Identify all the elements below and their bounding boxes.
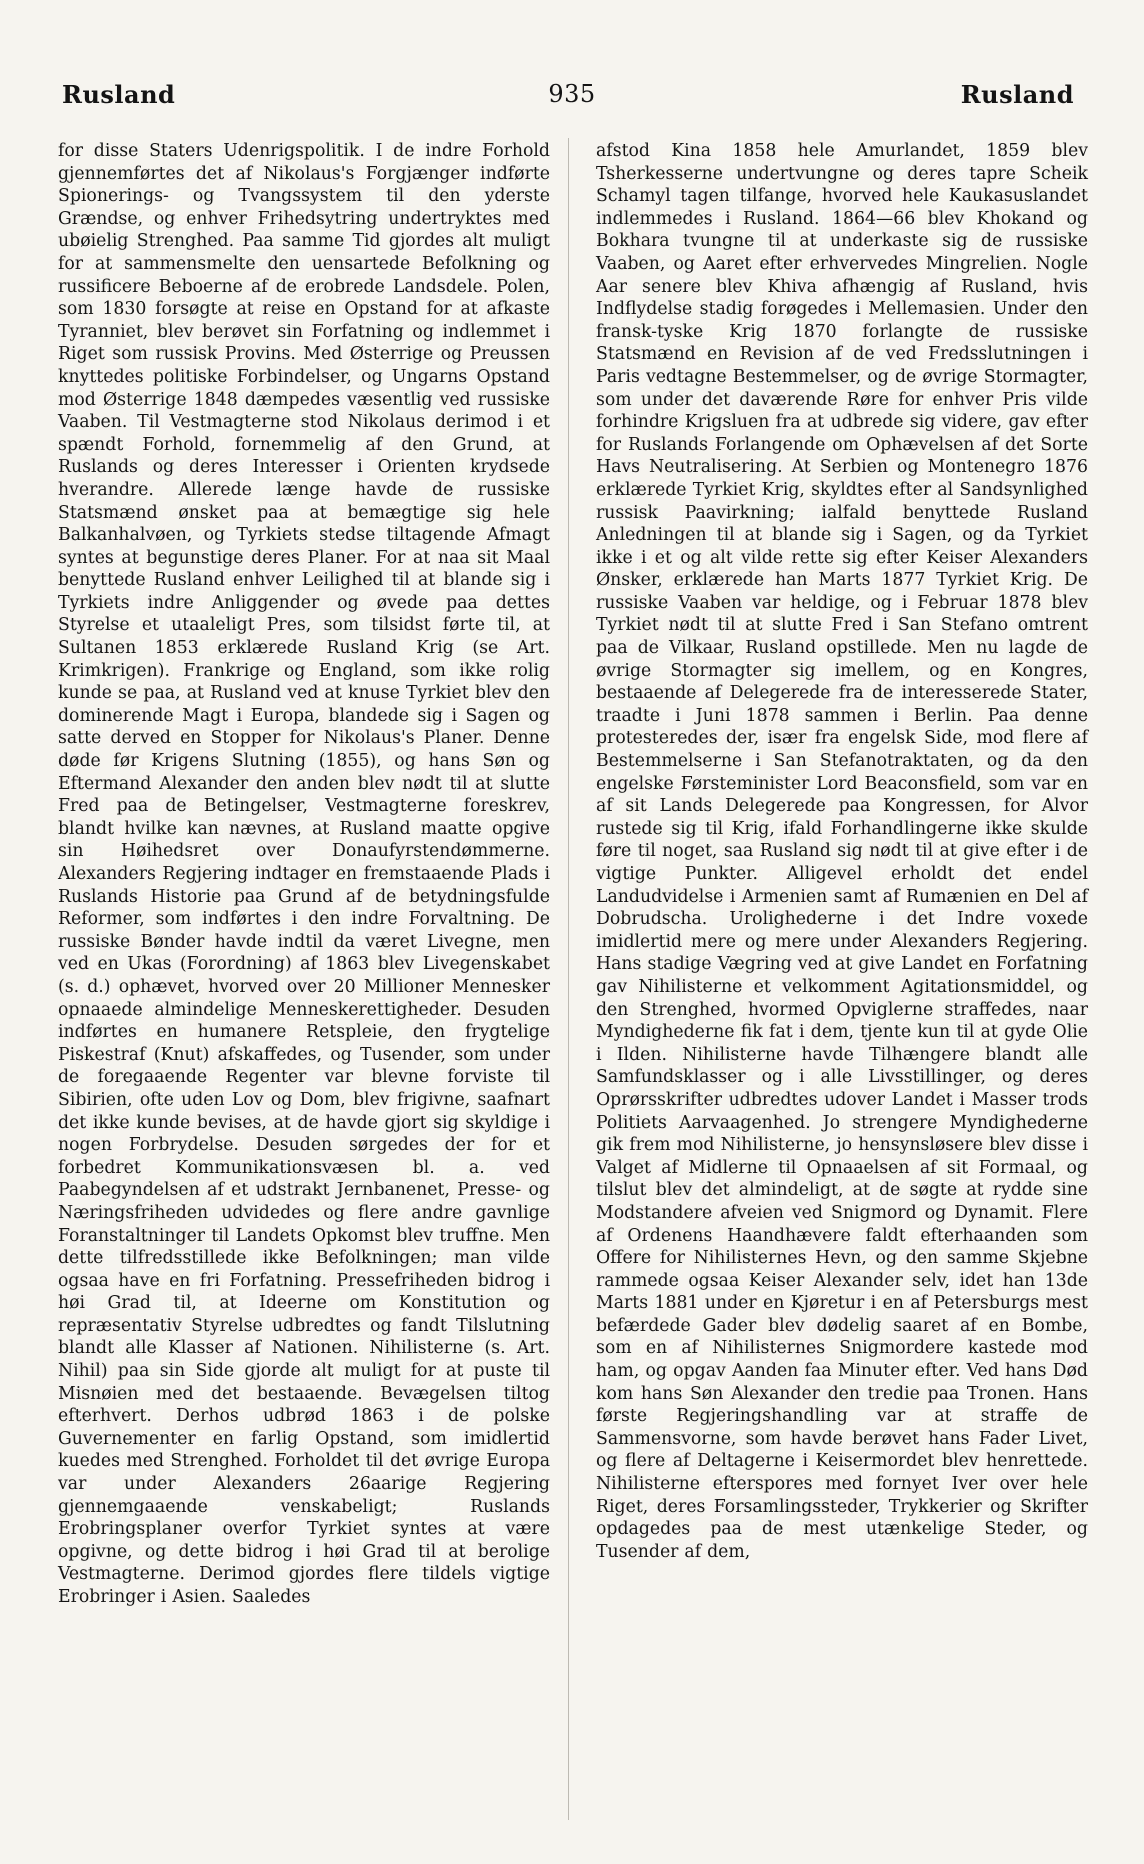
right-column xyxy=(588,140,1088,1820)
left-column-text: for disse Staters Udenrigspolitik. I de indre Forhold gjennemførtes det af Nikolaus's Forgjænger indførte Spionerings- og Tvangssystem til den yderste Grændse, og enhver Frihedsytring undertryktes med ubøielig Strenghed. Paa samme Tid gjordes alt muligt for at sammensmelte den uensartede Befolkning og russificere Beboerne af de erobrede Landsdele. Polen, som 1830 forsøgte at reise en Opstand for at afkaste Tyranniet, blev berøvet sin Forfatning og indlemmet i Riget som russisk Provins. Med Østerrige og Preussen knyttedes politiske Forbindelser, og Ungarns Opstand mod Østerrige 1848 dæmpedes væsentlig ved russiske Vaaben. Til Vestmagterne stod Nikolaus derimod i et spændt Forhold, fornemmelig af den Grund, at Ruslands og deres Interesser i Orienten krydsede hverandre. Allerede længe havde de russiske Statsmænd ønsket paa at bemægtige sig hele Balkanhalvøen, og Tyrkiets stedse tiltagende Afmagt syntes at begunstige deres Planer. For at naa sit Maal benyttede Rusland enhver Leilighed til at blande sig i Tyrkiets indre Anliggender og øvede paa dettes Styrelse et utaaleligt Pres, som tilsidst førte til, at Sultanen 1853 erklærede Rusland Krig (se Art. Krimkrigen). Frankrige og England, som ikke rolig kunde se paa, at Rusland ved at knuse Tyrkiet blev den dominerende Magt i Europa, blandede sig i Sagen og satte derved en Stopper for Nikolaus's Planer. Denne døde før Krigens Slutning (1855), og hans Søn og Eftermand Alexander den anden blev nødt til at slutte Fred paa de Betingelser, Vestmagterne foreskrev, blandt hvilke kan nævnes, at Rusland maatte opgive sin Høihedsret over Donaufyrstendømmerne. Alexanders Regjering indtager en fremstaaende Plads i Ruslands Historie paa Grund af de betydningsfulde Reformer, som indførtes i den indre Forvaltning. De russiske Bønder havde indtil da været Livegne, men ved en Ukas (Forordning) af 1863 blev Livegenskabet (s. d.) ophævet, hvorved over 20 Millioner Mennesker opnaaede almindelige Menneskerettigheder. Desuden indførtes en humanere Retspleie, den frygtelige Piskestraf (Knut) afskaffedes, og Tusender, som under de foregaaende Regenter var blevne forviste til Sibirien, ofte uden Lov og Dom, blev frigivne, saafnart det ikke kunde bevises, at de havde gjort sig skyldige i nogen Forbrydelse. Desuden sørgedes der for et forbedret Kommunikationsvæsen bl. a. ved Paabegyndelsen af et udstrakt Jernbanenet, Presse- og Næringsfriheden udvidedes og flere andre gavnlige Foranstaltninger til Landets Opkomst blev truffne. Men dette tilfredsstillede ikke Befolkningen; man vilde ogsaa have en fri Forfatning. Pressefriheden bidrog i høi Grad til, at Ideerne om Konstitution og repræsentativ Styrelse udbredtes og fandt Tilslutning blandt alle Klasser af Nationen. Nihilisterne (s. Art. Nihil) paa sin Side gjorde alt muligt for at puste til Misnøien med det bestaaende. Bevægelsen tiltog efterhvert. Derhos udbrød 1863 i de polske Guvernementer en farlig Opstand, som imidlertid kuedes med Strenghed. Forholdet til det øvrige Europa var under Alexanders 26aarige Regjering gjennemgaaende venskabeligt; Ruslands Erobringsplaner overfor Tyrkiet syntes at være opgivne, og dette bidrog i høi Grad til at berolige Vestmagterne. Derimod gjordes flere tildels vigtige Erobringer i Asien. Saaledes xyxy=(58,141,550,1607)
text-columns xyxy=(58,140,1088,1820)
header-right-title: Rusland xyxy=(960,80,1074,109)
left-column xyxy=(58,140,558,1820)
running-header xyxy=(60,80,1084,120)
header-left-title: Rusland xyxy=(62,80,176,109)
right-column-text: afstod Kina 1858 hele Amurlandet, 1859 blev Tsherkesserne undertvungne og deres tapre Scheik Schamyl tagen tilfange, hvorved hele Kaukasuslandet indlemmedes i Rusland. 1864—66 blev Khokand og Bokhara tvungne til at underkaste sig de russiske Vaaben, og Aaret efter erhvervedes Mingrelien. Nogle Aar senere blev Khiva afhængig af Rusland, hvis Indflydelse stadig forøgedes i Mellemasien. Under den fransk-tyske Krig 1870 forlangte de russiske Statsmænd en Revision af de ved Fredsslutningen i Paris vedtagne Bestemmelser, og de øvrige Stormagter, som under det daværende Røre for enhver Pris vilde forhindre Krigsluen fra at udbrede sig videre, gav efter for Ruslands Forlangende om Ophævelsen af det Sorte Havs Neutralisering. At Serbien og Montenegro 1876 erklærede Tyrkiet Krig, skyldtes efter al Sandsynlighed russisk Paavirkning; ialfald benyttede Rusland Anledningen til at blande sig i Sagen, og da Tyrkiet ikke i et og alt vilde rette sig efter Keiser Alexanders Ønsker, erklærede han Marts 1877 Tyrkiet Krig. De russiske Vaaben var heldige, og i Februar 1878 blev Tyrkiet nødt til at slutte Fred i San Stefano omtrent paa de Vilkaar, Rusland opstillede. Men nu lagde de øvrige Stormagter sig imellem, og en Kongres, bestaaende af Delegerede fra de interesserede Stater, traadte i Juni 1878 sammen i Berlin. Paa denne protesteredes der, især fra engelsk Side, mod flere af Bestemmelserne i San Stefanotraktaten, og da den engelske Førsteminister Lord Beaconsfield, som var en af sit Lands Delegerede paa Kongressen, for Alvor rustede sig til Krig, ifald Forhandlingerne ikke skulde føre til noget, saa Rusland sig nødt til at give efter i de vigtige Punkter. Alligevel erholdt det endel Landudvidelse i Armenien samt af Rumænien en Del af Dobrudscha. Urolighederne i det Indre voxede imidlertid mere og mere under Alexanders Regjering. Hans stadige Vægring ved at give Landet en Forfatning gav Nihilisterne et velkomment Agitationsmiddel, og den Strenghed, hvormed Opviglerne straffedes, naar Myndighederne fik fat i dem, tjente kun til at gyde Olie i Ilden. Nihilisterne havde Tilhængere blandt alle Samfundsklasser og i alle Livsstillinger, og deres Oprørsskrifter udbredtes udover Landet i Masser trods Politiets Aarvaagenhed. Jo strengere Myndighederne gik frem mod Nihilisterne, jo hensynsløsere blev disse i Valget af Midlerne til Opnaaelsen af sit Formaal, og tilslut blev det almindeligt, at de søgte at rydde sine Modstandere afveien ved Snigmord og Dynamit. Flere af Ordenens Haandhævere faldt efterhaanden som Offere for Nihilisternes Hevn, og den samme Skjebne rammede ogsaa Keiser Alexander selv, idet han 13de Marts 1881 under en Kjøretur i en af Petersburgs mest befærdede Gader blev dødelig saaret af en Bombe, som en af Nihilisternes Snigmordere kastede mod ham, og opgav Aanden faa Minuter efter. Ved hans Død kom hans Søn Alexander den tredie paa Tronen. Hans første Regjeringshandling var at straffe de Sammensvorne, som havde berøvet hans Fader Livet, og flere af Deltagerne i Keisermordet blev henrettede. Nihilisterne efterspores med fornyet Iver over hele Riget, deres Forsamlingssteder, Trykkerier og Skrifter opdagedes paa de mest utænkelige Steder, og Tusender af dem, xyxy=(596,141,1088,1562)
page-number: 935 xyxy=(548,80,596,108)
